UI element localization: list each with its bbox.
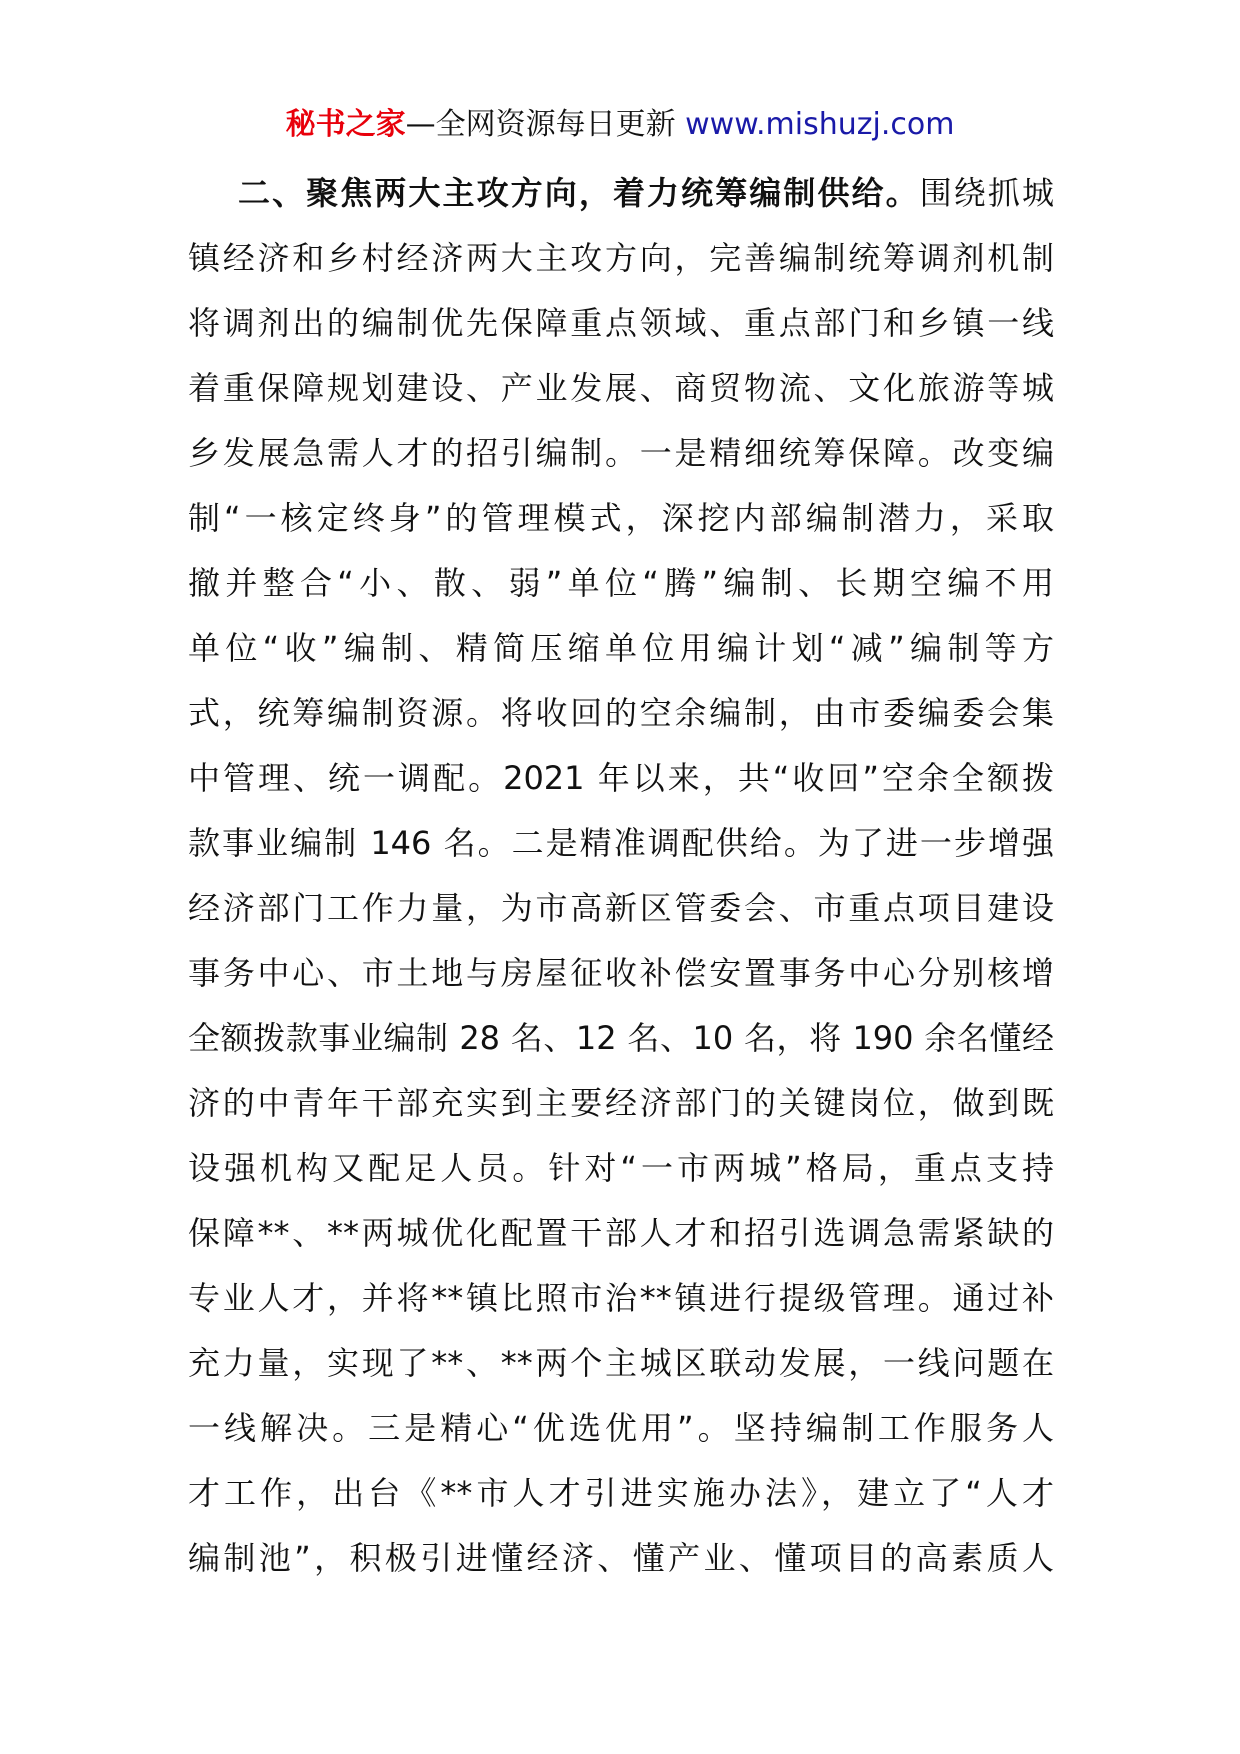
brand-name: 秘书之家 [285,107,406,142]
paragraph-line: 着重保障规划建设、产业发展、商贸物流、文化旅游等城 [188,369,1054,407]
paragraph-line: 制“一核定终身”的管理模式，深挖内部编制潜力，采取 [188,499,1054,537]
paragraph-line: 专业人才，并将**镇比照市治**镇进行提级管理。通过补 [188,1279,1054,1317]
paragraph-line: 一线解决。三是精心“优选优用”。坚持编制工作服务人 [188,1409,1054,1447]
paragraph-line: 才工作，出台《**市人才引进实施办法》，建立了“人才 [188,1474,1054,1512]
paragraph-line: 式，统筹编制资源。将收回的空余编制，由市委编委会集 [188,694,1054,732]
paragraph-line: 济的中青年干部充实到主要经济部门的关键岗位，做到既 [188,1084,1054,1122]
paragraph-line: 事务中心、市土地与房屋征收补偿安置事务中心分别核增 [188,954,1054,992]
paragraph-line [188,161,1054,226]
heading-continuation: 围绕抓城 [919,174,1054,212]
page-header [0,100,1240,150]
paragraph-line: 中管理、统一调配。2021 年以来，共“收回”空余全额拨 [188,759,1054,797]
body-paragraph [188,161,1054,1591]
paragraph-line: 单位“收”编制、精简压缩单位用编计划“减”编制等方 [188,629,1054,667]
site-url-link[interactable]: www.mishuzj.com [685,107,955,142]
paragraph-line: 充力量，实现了**、**两个主城区联动发展，一线问题在 [188,1344,1054,1382]
header-tagline: —全网资源每日更新 [405,107,686,142]
paragraph-line: 经济部门工作力量，为市高新区管委会、市重点项目建设 [188,889,1054,927]
paragraph-line: 镇经济和乡村经济两大主攻方向，完善编制统筹调剂机制 [188,239,1054,277]
paragraph-line: 乡发展急需人才的招引编制。一是精细统筹保障。改变编 [188,434,1054,472]
paragraph-line: 将调剂出的编制优先保障重点领域、重点部门和乡镇一线 [188,304,1054,342]
paragraph-line: 设强机构又配足人员。针对“一市两城”格局，重点支持 [188,1149,1054,1187]
paragraph-line: 撤并整合“小、散、弱”单位“腾”编制、长期空编不用 [188,564,1054,602]
section-heading: 二、聚焦两大主攻方向，着力统筹编制供给。 [238,174,920,212]
paragraph-line: 全额拨款事业编制 28 名、12 名、10 名，将 190 余名懂经 [188,1019,1054,1057]
paragraph-line: 款事业编制 146 名。二是精准调配供给。为了进一步增强 [188,824,1054,862]
paragraph-line: 保障**、**两城优化配置干部人才和招引选调急需紧缺的 [188,1214,1054,1252]
paragraph-line: 编制池”，积极引进懂经济、懂产业、懂项目的高素质人 [188,1539,1054,1577]
